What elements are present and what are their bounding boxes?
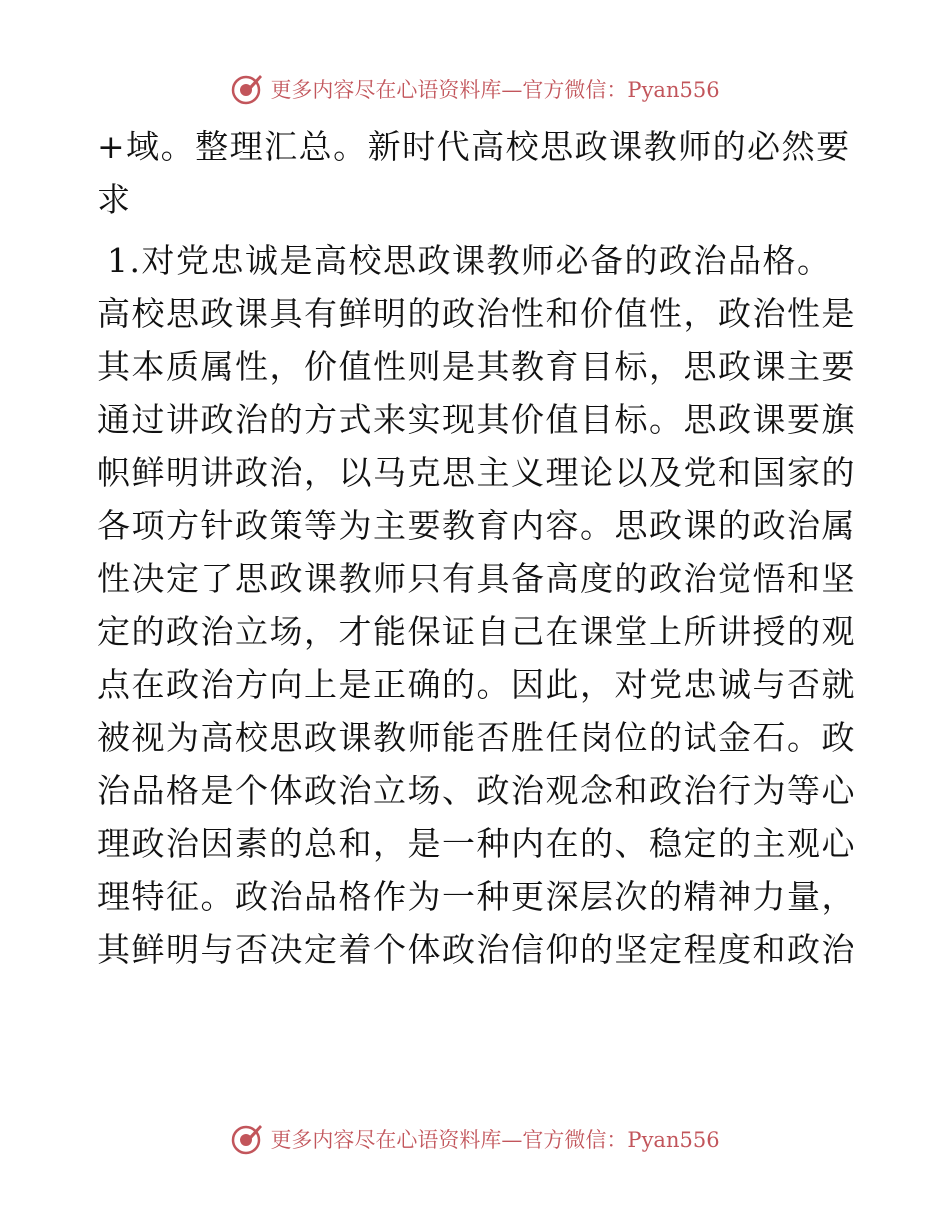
section-heading: 1.对党忠诚是高校思政课教师必备的政治品格。	[107, 241, 832, 280]
quill-logo-icon	[230, 72, 264, 106]
watermark-text: 更多内容尽在心语资料库—官方微信：Pyan556	[270, 1128, 720, 1152]
intro-paragraph: +域。整理汇总。新时代高校思政课教师的必然要求	[97, 127, 851, 219]
body-paragraph: 高校思政课具有鲜明的政治性和价值性，政治性是其本质属性，价值性则是其教育目标，思政课主要通过讲政治的方式来实现其价值目标。思政课要旗帜鲜明讲政治，以马克思主义理论以及党和国家的各项方针政策等为主要教育内容。思政课的政治属性决定了思政课教师只有具备高度的政治觉悟和坚定的政治立场，才能保证自己在课堂上所讲授的观点在政治方向上是正确的。因此，对党忠诚与否就被视为高校思政课教师能否胜任岗位的试金石。政治品格是个体政治立场、政治观念和政治行为等心理政治因素的总和，是一种内在的、稳定的主观心理特征。政治品格作为一种更深层次的精神力量，其鲜明与否决定着个体政治信仰的坚定程度和政治	[97, 294, 856, 969]
watermark-footer	[0, 1122, 950, 1156]
watermark-header	[0, 72, 950, 106]
watermark-text: 更多内容尽在心语资料库—官方微信：Pyan556	[270, 78, 720, 102]
quill-logo-icon	[230, 1122, 264, 1156]
document-body	[97, 120, 857, 976]
